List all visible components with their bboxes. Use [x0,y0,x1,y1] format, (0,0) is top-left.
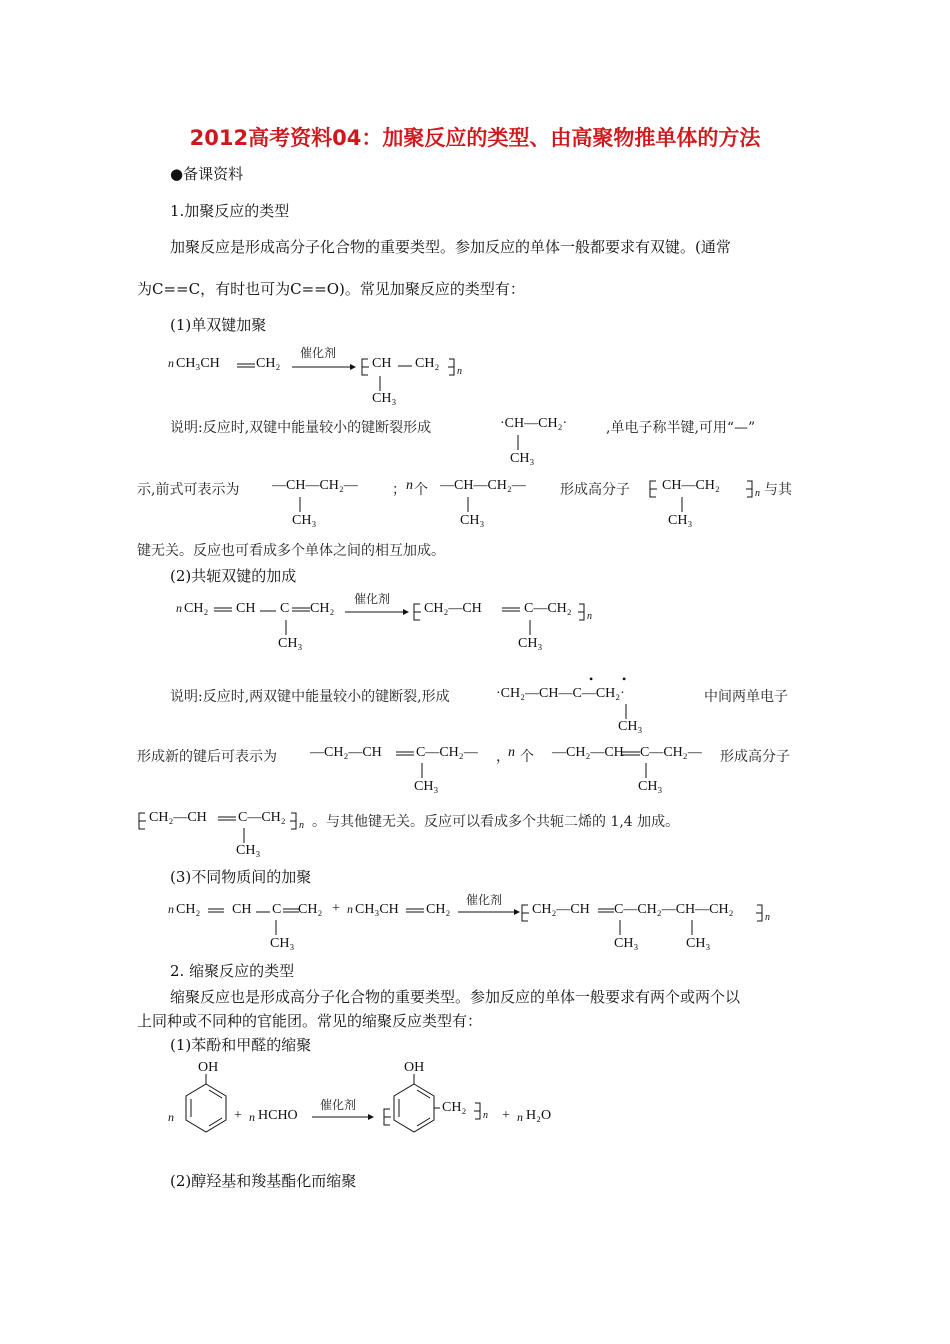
eq4-catalyst: 催化剂 [320,1098,357,1112]
note1-polymer-n: n [755,488,760,499]
eq3-db1 [208,908,226,914]
note2-n: n [508,745,515,760]
note2-polymer-ch3: CH₃ [236,843,261,858]
subsection-3-heading: (3)不同物质间的加聚 [170,868,312,886]
eq1-reactant-ch2: CH₂ [256,356,281,371]
note1-polymer-ch3: CH₃ [668,513,693,528]
note2-dot-2: • [622,672,627,686]
note2-unit-a-ch3: CH₃ [414,779,439,794]
eq3-ch3-1: CH₃ [270,936,295,951]
eq1-catalyst: 催化剂 [300,346,337,360]
note2-unit-b-db [622,751,642,757]
note2-unit-b-vbond [644,763,648,779]
eq2-arrow [345,609,409,617]
note-1-line3: 键无关。反应也可看成多个单体之间的相互加成。 [137,543,445,559]
subsection-5-heading: (2)醇羟基和羧基酯化而缩聚 [170,1172,357,1190]
section-2-paragraph-line-1: 缩聚反应也是形成高分子化合物的重要类型。参加反应的单体一般要求有两个或两个以 [170,988,741,1006]
eq3-ch: CH [232,902,252,917]
eq1-vertical-bond [378,376,382,392]
eq3-product-b: C—CH₂—CH—CH₂ [614,902,734,917]
note1-vertical-bond [516,435,520,451]
note1-unit-b: —CH—CH₂— [440,478,526,493]
note1-polymer: CH—CH₂ [662,478,720,493]
section-2-heading: 2. 缩聚反应的类型 [170,962,295,980]
note-1-line2-b: ； [392,482,406,498]
note1-ch3: CH₃ [510,451,535,466]
eq2-product-rest: C—CH₂ [524,601,572,616]
eq2-product-db [502,607,522,613]
eq1-product-ch2: CH₂ [415,356,440,371]
note-1-suffix: ,单电子称半键,可用“—” [606,420,756,436]
eq2-db1 [214,607,234,613]
note-2-line2-c: 个 [520,749,534,765]
note1-unit-a: —CH—CH₂— [272,478,358,493]
eq2-product-ch3: CH₃ [518,636,543,651]
eq1-n-sub: n [457,366,462,377]
note-2-line2-d: 形成高分子 [720,749,790,765]
note2-ch3: CH₃ [618,719,643,734]
section-1-heading: 1.加聚反应的类型 [170,202,290,220]
note2-polymer-bracket-left [137,812,147,832]
note2-unit-a-vbond [420,763,424,779]
eq3-propene: CH₃CH [355,902,399,917]
eq2-product-n: n [587,611,592,622]
eq2-product-vbond [528,620,532,636]
eq4-product-oh: OH [404,1060,425,1075]
eq3-sb1 [256,910,272,914]
subsection-2-heading: (2)共轭双键的加成 [170,567,297,585]
note-1-line2-d: 形成高分子 [560,482,630,498]
note2-radical: ·CH₂—CH—C—CH₂· [496,686,625,701]
eq4-n2: n [249,1110,255,1124]
note-1-line2-c: 个 [414,482,428,498]
note1-unit-b-bond [466,497,470,513]
note2-unit-a: —CH₂—CH [310,745,382,760]
eq3-vbond1 [274,920,278,936]
eq2-vbond [284,620,288,636]
note2-unit-b: —CH₂—CH [552,745,624,760]
note-2-suffix: 中间两单电子 [704,689,788,705]
note-2-line2-b: ， [496,749,510,765]
eq3-bracket-left [520,904,530,924]
eq4-hcho: HCHO [258,1108,298,1123]
eq3-ch2-b: CH₂ [298,902,323,917]
note1-polymer-bond [680,497,684,513]
eq3-ch2-c: CH₂ [426,902,451,917]
eq3-catalyst: 催化剂 [466,893,503,907]
eq3-product-vbond1 [618,920,622,936]
note2-unit-a-db [396,751,416,757]
eq3-product-n: n [765,912,770,923]
eq3-db3 [406,908,426,914]
eq4-product-ch2: CH₂ [442,1100,467,1115]
eq4-product-n: n [483,1110,488,1121]
eq2-c: C [280,601,290,616]
eq3-arrow [458,909,520,917]
eq4-n: n [168,1110,174,1124]
note1-n: n [406,478,413,493]
eq3-product-ch3-1: CH₃ [614,936,639,951]
note-2-prefix: 说明:反应时,两双键中能量较小的键断裂,形成 [170,689,450,705]
note1-unit-b-ch3: CH₃ [460,513,485,528]
note2-unit-b-rest: C—CH₂— [640,745,702,760]
eq2-ch2: CH₂ [184,601,209,616]
section-1-paragraph-line-1: 加聚反应是形成高分子化合物的重要类型。参加反应的单体一般都要求有双键。(通常 [170,238,731,256]
note-2-line2-a: 形成新的键后可表示为 [137,749,277,765]
eq3-c: C [272,902,282,917]
page-title: 2012高考资料04：加聚反应的类型、由高聚物推单体的方法 [189,126,761,150]
eq3-product-vbond2 [690,920,694,936]
eq2-n: n [176,601,182,615]
eq3-product-ch3-2: CH₃ [686,936,711,951]
eq3-plus: + [332,901,340,916]
subsection-4-heading: (1)苯酚和甲醛的缩聚 [170,1036,312,1054]
note-2-line3: 。与其他键无关。反应可以看成多个共轭二烯的 1,4 加成。 [312,814,680,830]
note1-unit-a-ch3: CH₃ [292,513,317,528]
note-1-line2-a: 示,前式可表示为 [137,482,240,498]
eq4-benzene-ring [176,1074,236,1144]
note2-polymer-rest: C—CH₂ [238,810,286,825]
eq3-n1: n [168,902,174,916]
eq4-plus-1: + [234,1108,242,1123]
eq3-ch2: CH₂ [176,902,201,917]
eq3-product-a: CH₂—CH [532,902,590,917]
eq2-catalyst: 催化剂 [354,592,391,606]
note2-dot-1: • [589,672,594,686]
eq1-double-bond [237,363,257,369]
note2-polymer-db [218,816,238,822]
note1-unit-a-bond [298,497,302,513]
eq1-bond [398,364,414,368]
note1-polymer-bracket-left [648,480,658,500]
eq2-bracket-left [412,603,422,623]
section-bullet: ●备课资料 [170,165,244,183]
eq4-plus-2: + [502,1108,510,1123]
eq2-db2 [292,607,312,613]
eq1-arrow [292,364,356,372]
note2-polymer-vbond [242,828,246,844]
eq1-product-ch: CH [372,356,392,371]
eq1-ch3: CH₃ [372,391,397,406]
note2-polymer-n: n [299,820,304,831]
eq2-ch: CH [236,601,256,616]
eq1-bracket-left [360,358,370,378]
eq4-h2o: H₂O [526,1108,552,1123]
note-1-radical: ·CH—CH₂· [500,416,568,431]
note-1-line2-e: 与其 [764,482,792,498]
eq4-arrow [312,1114,374,1122]
eq4-n3: n [517,1110,523,1124]
subsection-1-heading: (1)单双键加聚 [170,316,267,334]
note2-vbond [624,704,628,720]
eq1-reactant: CH₃CH [176,356,220,371]
eq2-ch3: CH₃ [278,636,303,651]
eq3-n2: n [347,902,353,916]
eq2-ch2-b: CH₂ [310,601,335,616]
eq2-sb1 [260,609,278,613]
note-1-prefix: 说明:反应时,双键中能量较小的键断裂形成 [170,420,432,436]
note2-unit-a-rest: C—CH₂— [416,745,478,760]
section-1-paragraph-line-2: 为C==C，有时也可为C==O)。常见加聚反应的类型有： [137,280,525,298]
eq1-n: n [168,356,174,370]
section-2-paragraph-line-2: 上同种或不同种的官能团。常见的缩聚反应类型有： [137,1012,483,1030]
note2-unit-b-ch3: CH₃ [638,779,663,794]
eq2-product: CH₂—CH [424,601,482,616]
eq4-oh: OH [198,1060,219,1075]
note2-polymer: CH₂—CH [149,810,207,825]
